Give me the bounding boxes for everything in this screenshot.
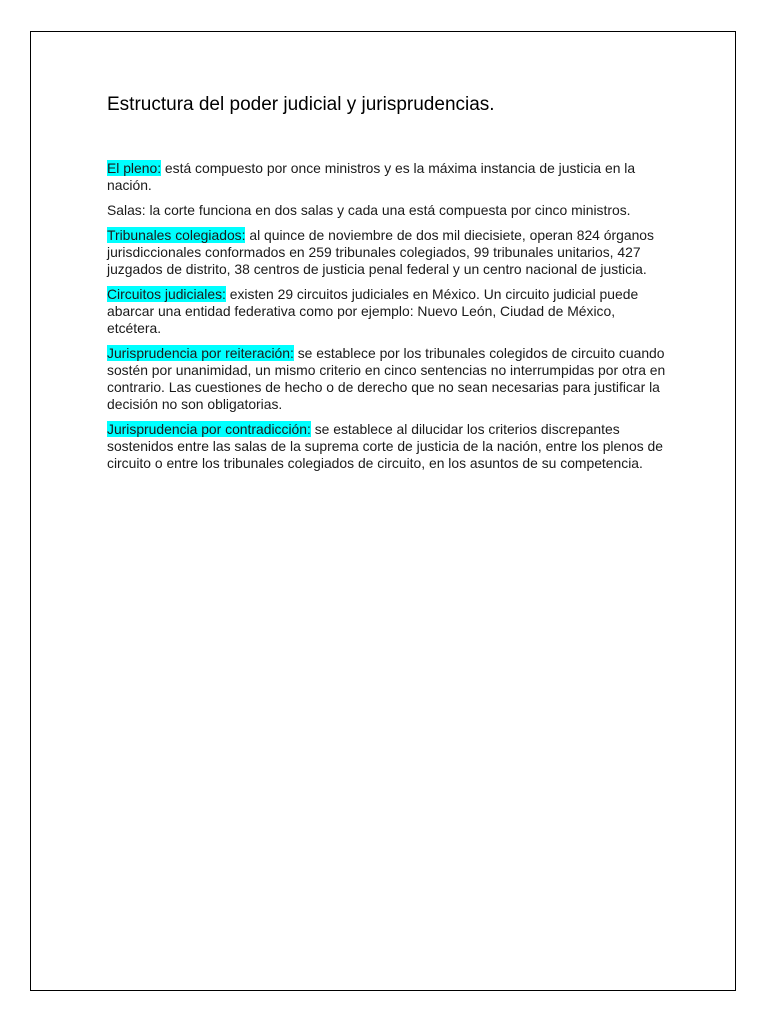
highlighted-term: Jurisprudencia por contradicción: — [107, 421, 311, 437]
paragraph-text: se establece al dilucidar los criterios discrepantes sostenidos entre las salas de la suprema corte de justicia de la nación, entre los plenos de circuito o entre los tribunales colegiados de circuito, en los asuntos de su competencia. — [107, 421, 663, 471]
paragraph-text: al quince de noviembre de dos mil diecisiete, operan 824 órganos jurisdiccionales conformados en 259 tribunales colegiados, 99 tribunales unitarios, 427 juzgados de distrito, 38 centros de justicia penal federal y un centro nacional de justicia. — [107, 227, 654, 277]
paragraph-jurisprudencia-reiteracion — [107, 345, 669, 413]
highlighted-term: Circuitos judiciales: — [107, 286, 226, 302]
highlighted-term: Jurisprudencia por reiteración: — [107, 345, 294, 361]
paragraph-text: Salas: la corte funciona en dos salas y cada una está compuesta por cinco ministros. — [107, 202, 631, 218]
paragraph-el-pleno — [107, 160, 669, 194]
paragraph-tribunales-colegiados — [107, 227, 669, 278]
paragraph-jurisprudencia-contradiccion — [107, 421, 669, 472]
paragraph-text: existen 29 circuitos judiciales en México. Un circuito judicial puede abarcar una entidad federativa como por ejemplo: Nuevo León, Ciudad de México, etcétera. — [107, 286, 639, 336]
document-page — [30, 31, 736, 991]
paragraph-text: se establece por los tribunales colegidos de circuito cuando sostén por unanimidad, un mismo criterio en cinco sentencias no interrumpidas por otra en contrario. Las cuestiones de hecho o de derecho que no sean necesarias para justificar la decisión no son obligatorias. — [107, 345, 666, 412]
highlighted-term: El pleno: — [107, 160, 162, 176]
paragraph-circuitos-judiciales — [107, 286, 669, 337]
paragraph-text: está compuesto por once ministros y es la máxima instancia de justicia en la nación. — [107, 160, 636, 193]
highlighted-term: Tribunales colegiados: — [107, 227, 246, 243]
paragraph-salas — [107, 202, 669, 219]
document-content — [107, 92, 669, 480]
document-title: Estructura del poder judicial y jurisprudencias. — [107, 94, 495, 115]
